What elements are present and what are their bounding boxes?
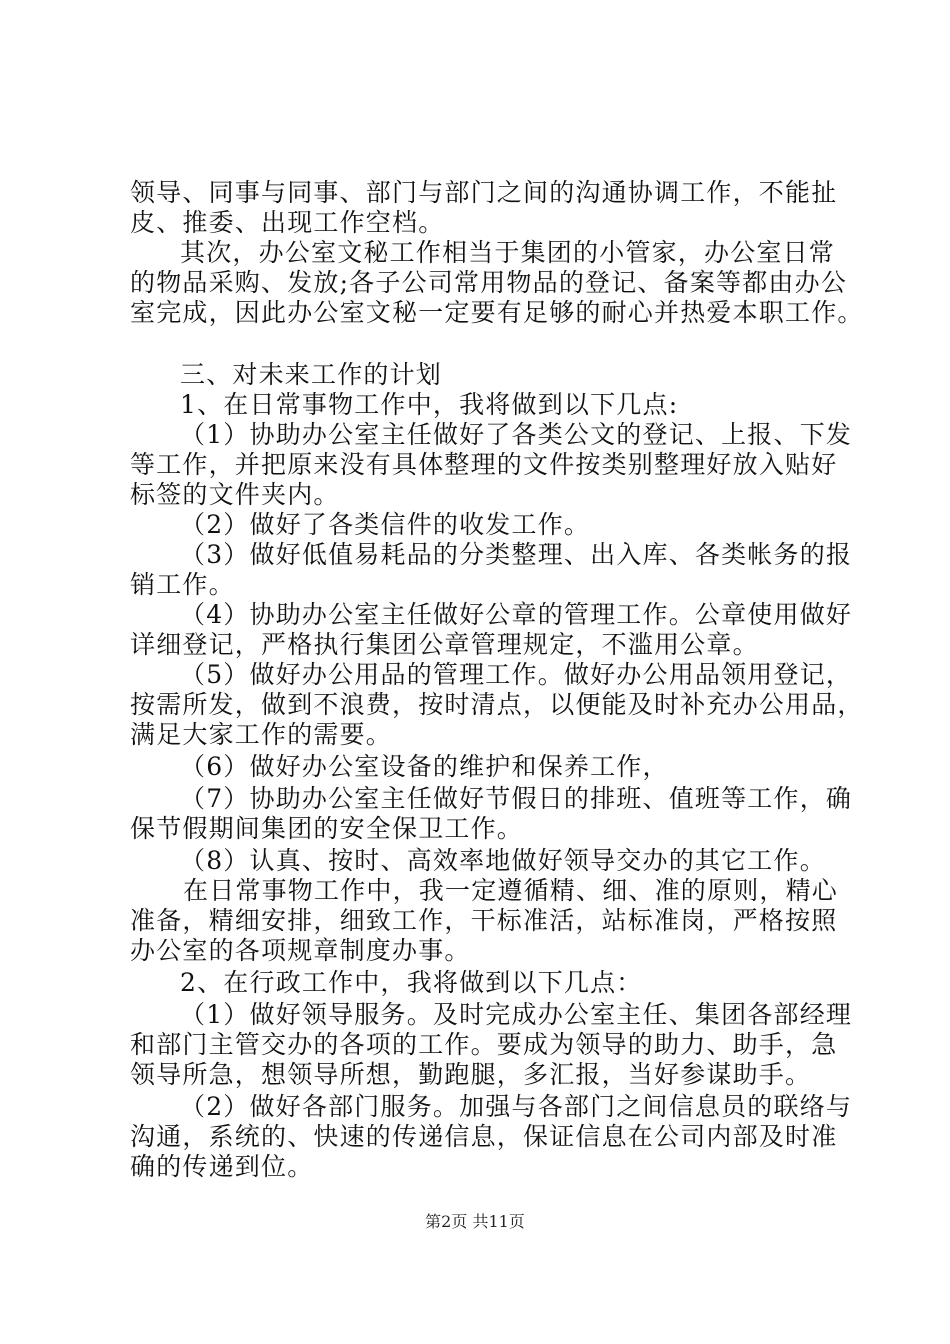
text-line: （1）协助办公室主任做好了各类公文的登记、上报、下发 [180,420,853,449]
subsection-heading: 2、在行政工作中，我将做到以下几点： [180,968,643,997]
text-line: 领导所急，想领导所想，勤跑腿，多汇报，当好参谋助手。 [130,1060,812,1089]
text-line: （4）协助办公室主任做好公章的管理工作。公章使用做好 [180,600,853,629]
text-line: 皮、推委、出现工作空档。 [130,208,445,237]
text-line: （5）做好办公用品的管理工作。做好办公用品领用登记， [180,660,853,689]
text-line: （3）做好低值易耗品的分类整理、出入库、各类帐务的报 [180,540,853,569]
text-line: 等工作，并把原来没有具体整理的文件按类别整理好放入贴好 [130,450,838,479]
text-line: 室完成，因此办公室文秘一定要有足够的耐心并热爱本职工作。 [130,298,864,327]
text-line: 其次，办公室文秘工作相当于集团的小管家，办公室日常 [180,238,836,267]
text-line: 按需所发，做到不浪费，按时清点，以便能及时补充办公用品， [130,690,864,719]
text-line: 满足大家工作的需要。 [130,720,393,749]
page-footer: 第2页 共11页 [425,1212,525,1231]
section-heading: 三、对未来工作的计划 [180,360,443,389]
text-line: 销工作。 [130,570,235,599]
text-line: 准备，精细安排，细致工作，干标准活，站标准岗，严格按照 [130,906,838,935]
text-line: 的物品采购、发放;各子公司常用物品的登记、备案等都由办公 [130,268,848,297]
text-line: 和部门主管交办的各项的工作。要成为领导的助力、助手，急 [130,1030,838,1059]
subsection-heading: 1、在日常事物工作中，我将做到以下几点: [180,390,679,419]
text-line: 确的传递到位。 [130,1152,314,1181]
text-line: 保节假期间集团的安全保卫工作。 [130,814,524,843]
text-line: 领导、同事与同事、部门与部门之间的沟通协调工作，不能扯 [130,178,838,207]
text-line: 详细登记，严格执行集团公章管理规定，不滥用公章。 [130,630,759,659]
text-line: （2）做好了各类信件的收发工作。 [180,510,591,539]
text-line: （8）认真、按时、高效率地做好领导交办的其它工作。 [180,846,826,875]
text-line: 沟通，系统的、快速的传递信息，保证信息在公司内部及时准 [130,1122,838,1151]
text-line: 在日常事物工作中，我一定遵循精、细、准的原则，精心 [183,876,839,905]
text-line: 标签的文件夹内。 [130,480,340,509]
text-line: （7）协助办公室主任做好节假日的排班、值班等工作，确 [180,784,853,813]
text-line: （2）做好各部门服务。加强与各部门之间信息员的联络与 [180,1092,853,1121]
text-line: （1）做好领导服务。及时完成办公室主任、集团各部经理 [180,1000,853,1029]
text-line: 办公室的各项规章制度办事。 [130,936,471,965]
text-line: （6）做好办公室设备的维护和保养工作， [180,752,669,781]
